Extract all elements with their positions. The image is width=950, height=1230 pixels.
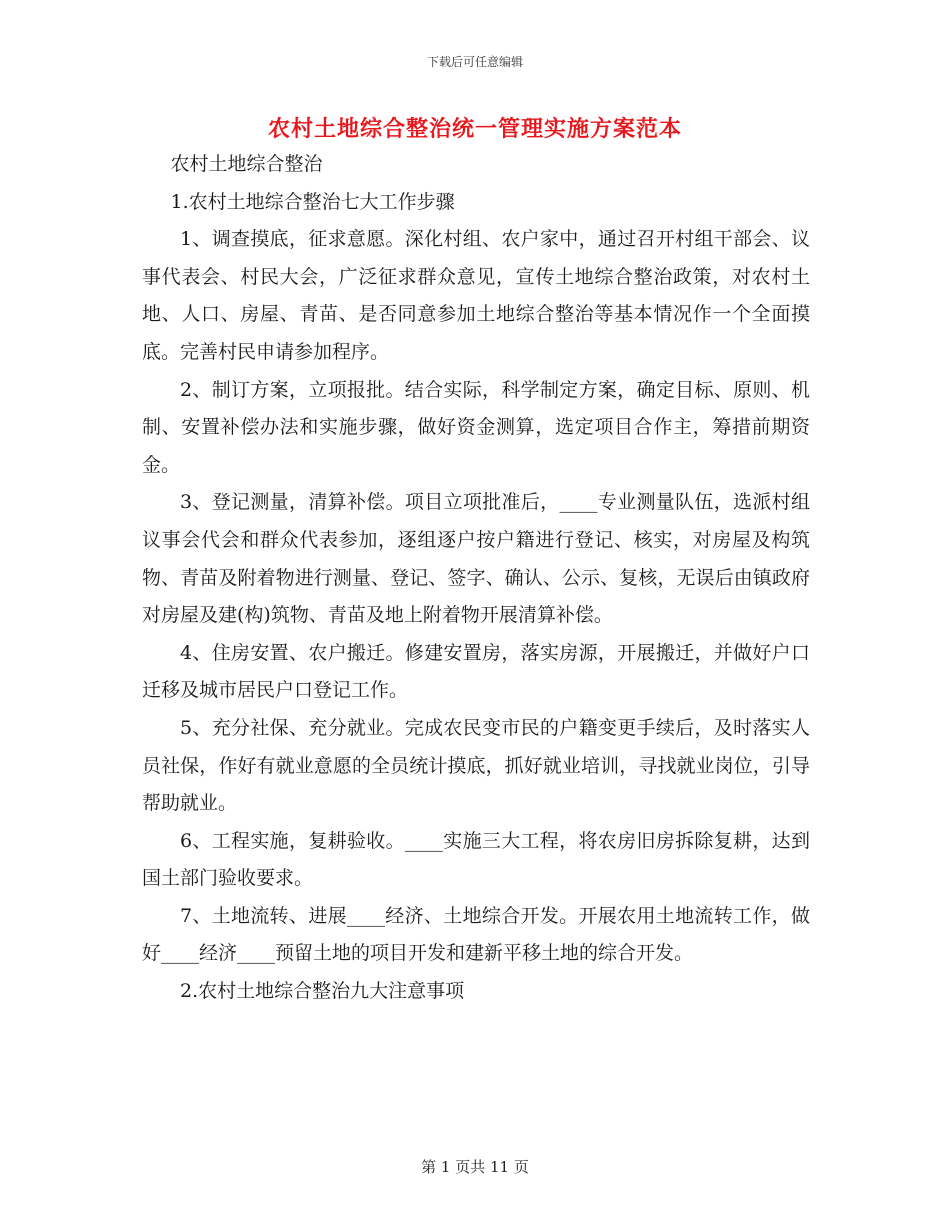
body-paragraph: 2、制订方案，立项报批。结合实际，科学制定方案，确定目标、原则、机制、安置补偿办法和实施步骤，做好资金测算，选定项目合作主，筹措前期资金。: [142, 378, 810, 476]
body-paragraph: 6、工程实施，复耕验收。____实施三大工程，将农房旧房拆除复耕，达到国土部门验收要求。: [142, 829, 810, 890]
subsection-heading: 2.农村土地综合整治九大注意事项: [180, 980, 465, 1003]
document-title: 农村土地综合整治统一管理实施方案范本: [267, 117, 682, 142]
body-paragraph: 5、充分社保、充分就业。完成农民变市民的户籍变更手续后，及时落实人员社保，作好有就业意愿的全员统计摸底，抓好就业培训，寻找就业岗位，引导帮助就业。: [142, 716, 810, 815]
subsection-heading: 1.农村土地综合整治七大工作步骤: [170, 190, 455, 213]
page-number-footer: 第 1 页共 11 页: [421, 1158, 529, 1176]
page-header-note: 下载后可任意编辑: [426, 55, 523, 69]
body-paragraph: 4、住房安置、农户搬迁。修建安置房，落实房源，开展搬迁，并做好户口迁移及城市居民户口登记工作。: [142, 641, 810, 702]
document-body: [142, 146, 810, 1011]
section-heading: 农村土地综合整治: [170, 153, 323, 175]
body-paragraph: 3、登记测量，清算补偿。项目立项批准后，____专业测量队伍，选派村组议事会代会和群众代表参加，逐组逐户按户籍进行登记、核实，对房屋及构筑物、青苗及附着物进行测量、登记、签字、确认、公示、复核，无误后由镇政府对房屋及建(构)筑物、青苗及地上附着物开展清算补偿。: [142, 491, 810, 627]
body-paragraph: 1、调查摸底，征求意愿。深化村组、农户家中，通过召开村组干部会、议事代表会、村民大会，广泛征求群众意见，宣传土地综合整治政策，对农村土地、人口、房屋、青苗、是否同意参加土地综合整治等基本情况作一个全面摸底。完善村民申请参加程序。: [142, 228, 810, 363]
body-paragraph: 7、土地流转、进展____经济、土地综合开发。开展农用土地流转工作，做好____经济____预留土地的项目开发和建新平移土地的综合开发。: [142, 904, 810, 965]
